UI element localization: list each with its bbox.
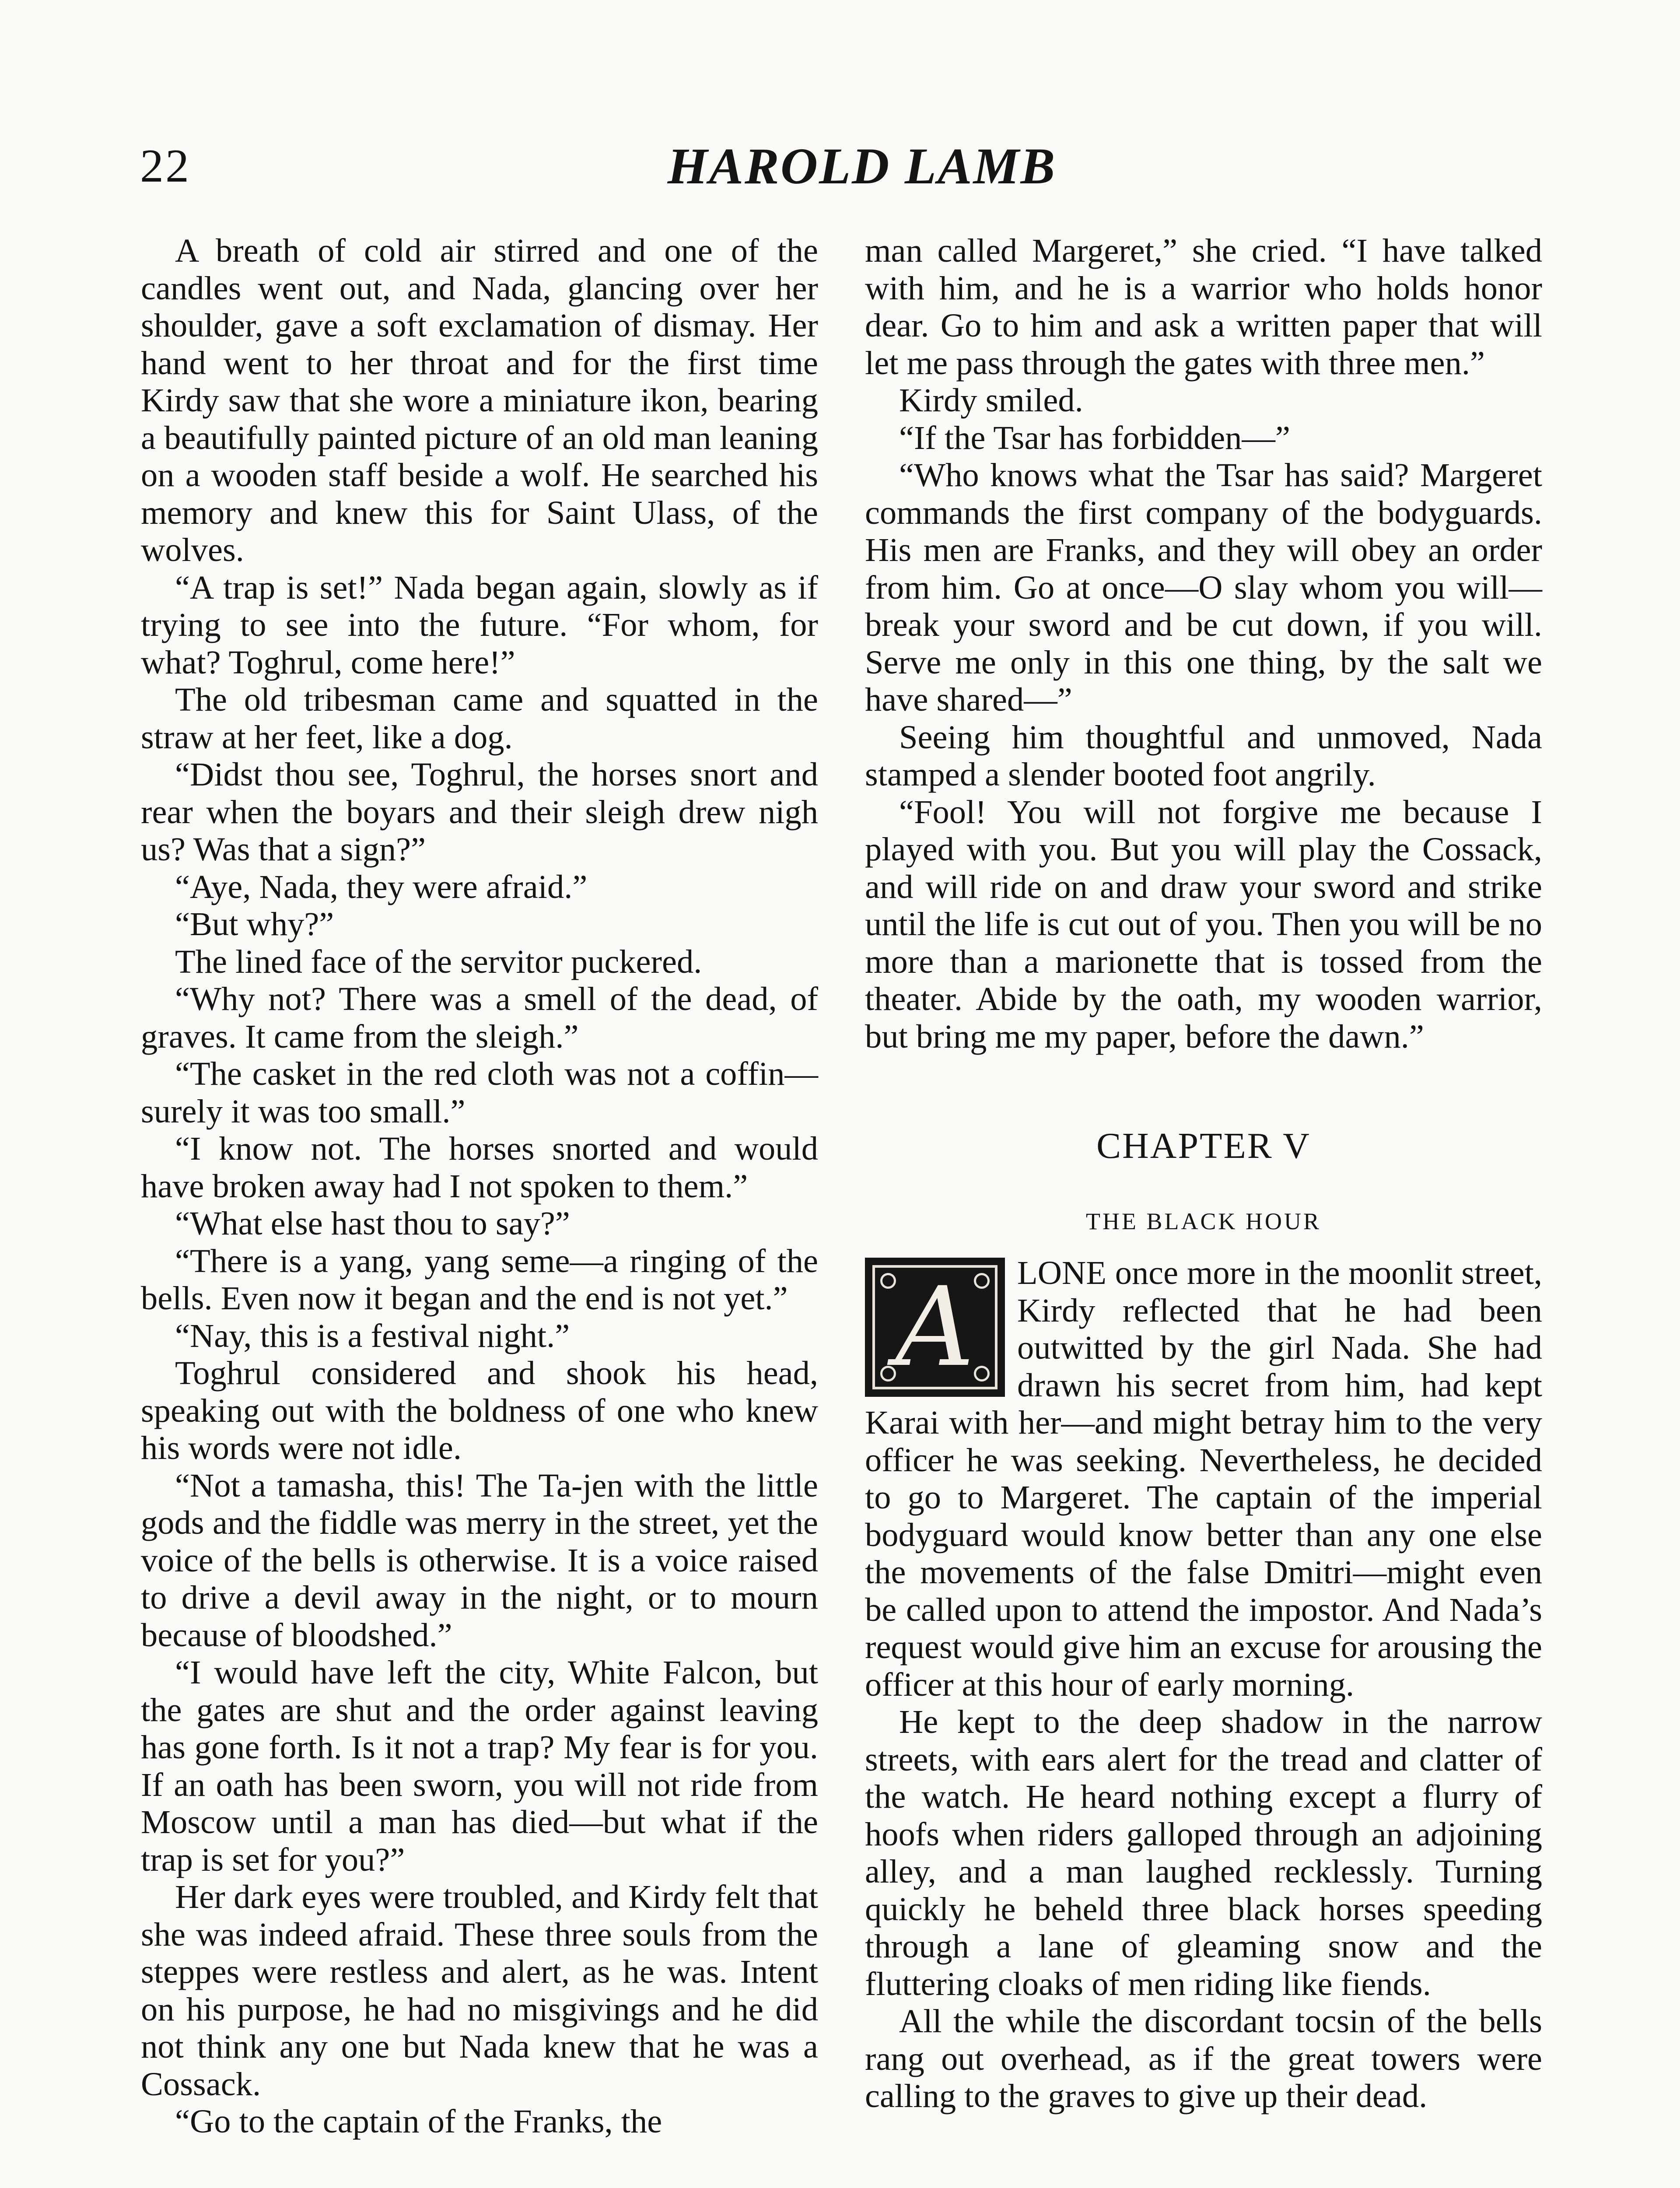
chapter-subtitle: THE BLACK HOUR [1086,1208,1321,1234]
paragraph: All the while the discordant tocsin of the bells rang out overhead, as if the great towers were calling to the graves to give up their dead. [865,2002,1542,2114]
paragraph: “What else hast thou to say?” [175,1205,570,1242]
paragraph: “If the Tsar has forbidden—” [899,419,1290,456]
chapter-heading: CHAPTER V [1096,1126,1311,1166]
page-number: 22 [140,140,191,192]
paragraph: “Aye, Nada, they were afraid.” [175,868,588,905]
paragraph: Seeing him thoughtful and unmoved, Nada stamped a slender booted foot angrily. [865,718,1542,793]
right-column [865,232,1542,2115]
paragraph: He kept to the deep shadow in the narrow streets, with ears alert for the tread and clatter of the watch. He heard nothing except a flurry of hoofs when riders galloped through an adjoining alley, and a man laughed recklessly. Turning quickly he beheld three black horses speeding through a lane of gleaming snow and the fluttering cloaks of men riding like fiends. [865,1703,1542,2002]
paragraph: “I know not. The horses snorted and would have broken away had I not spoken to them.” [141,1130,818,1205]
paragraph: “Not a tamasha, this! The Ta-jen with the little gods and the fiddle was merry in the street, yet the voice of the bells is otherwise. It is a voice raised to drive a devil away in the night, or to mourn because of bloodshed.” [141,1466,818,1654]
paragraph: “There is a yang, yang seme—a ringing of the bells. Even now it began and the end is not yet.” [141,1242,818,1317]
paragraph: “The casket in the red cloth was not a coffin—surely it was too small.” [141,1055,818,1130]
paragraph: Kirdy smiled. [899,382,1083,419]
paragraph: The old tribesman came and squatted in the straw at her feet, like a dog. [141,681,818,756]
paragraph: “I would have left the city, White Falcon, but the gates are shut and the order against leaving has gone forth. Is it not a trap? My fear is for you. If an oath has been sworn, you will not ride from Moscow until a man has died—but what if the trap is set for you?” [141,1654,818,1878]
paragraph: The lined face of the servitor puckered. [175,943,702,980]
paragraph: “Nay, this is a festival night.” [175,1317,570,1354]
paragraph: “Why not? There was a smell of the dead, of graves. It came from the sleigh.” [141,980,818,1055]
paragraph: “Who knows what the Tsar has said? Margeret commands the first company of the bodyguards. His men are Franks, and they will obey an order from him. Go at once—O slay whom you will—break your sword and be cut down, if you will. Serve me only in this one thing, by the salt we have shared—” [865,456,1542,718]
right-column-top [865,232,1542,1055]
paragraph: LONE once more in the moonlit street, Kirdy reflected that he had been outwitted by the girl Nada. She had drawn his secret from him, had kept Karai with her—and might betray him to the very officer he was seeking. Nevertheless, he decided to go to Margeret. The captain of the imperial bodyguard would know better than any one else the movements of the false Dmitri—might even be called upon to attend the impostor. And Nada’s request would give him an excuse for arousing the officer at this hour of early morning. [865,1254,1542,1703]
paragraph: man called Margeret,” she cried. “I have talked with him, and he is a warrior who holds honor dear. Go to him and ask a written paper that will let me pass through the gates with three men.” [865,232,1542,382]
chapter-body [865,1254,1542,2115]
paragraph: A breath of cold air stirred and one of the candles went out, and Nada, glancing over her shoulder, gave a soft exclamation of dismay. Her hand went to her throat and for the first time Kirdy saw that she wore a miniature ikon, bearing a beautifully painted picture of an old man leaning on a wooden staff beside a wolf. He searched his memory and knew this for Saint Ulass, of the wolves. [141,232,818,568]
running-head: HAROLD LAMB [667,137,1057,195]
left-column [141,232,818,2140]
paragraph: “But why?” [175,905,334,943]
paragraph: “Didst thou see, Toghrul, the horses snort and rear when the boyars and their sleigh drew nigh us? Was that a sign?” [141,756,818,868]
paragraph: Toghrul considered and shook his head, speaking out with the boldness of one who knew his words were not idle. [141,1354,818,1466]
paragraph: “Go to the captain of the Franks, the [175,2103,662,2140]
paragraph: Her dark eyes were troubled, and Kirdy felt that she was indeed afraid. These three souls from the steppes were restless and alert, as he was. Intent on his purpose, he had no misgivings and he did not think any one but Nada knew that he was a Cossack. [141,1878,818,2103]
paragraph: “A trap is set!” Nada began again, slowly as if trying to see into the future. “For whom, for what? Toghrul, come here!” [141,568,818,681]
paragraph: “Fool! You will not forgive me because I played with you. But you will play the Cossack, and will ride on and draw your sword and strike until the life is cut out of you. Then you will be no more than a marionette that is tossed from the theater. Abide by the oath, my wooden warrior, but bring me my paper, before the dawn.” [865,793,1542,1055]
drop-cap-letter: A [895,1263,975,1391]
drop-cap-ornament [865,1258,1005,1397]
